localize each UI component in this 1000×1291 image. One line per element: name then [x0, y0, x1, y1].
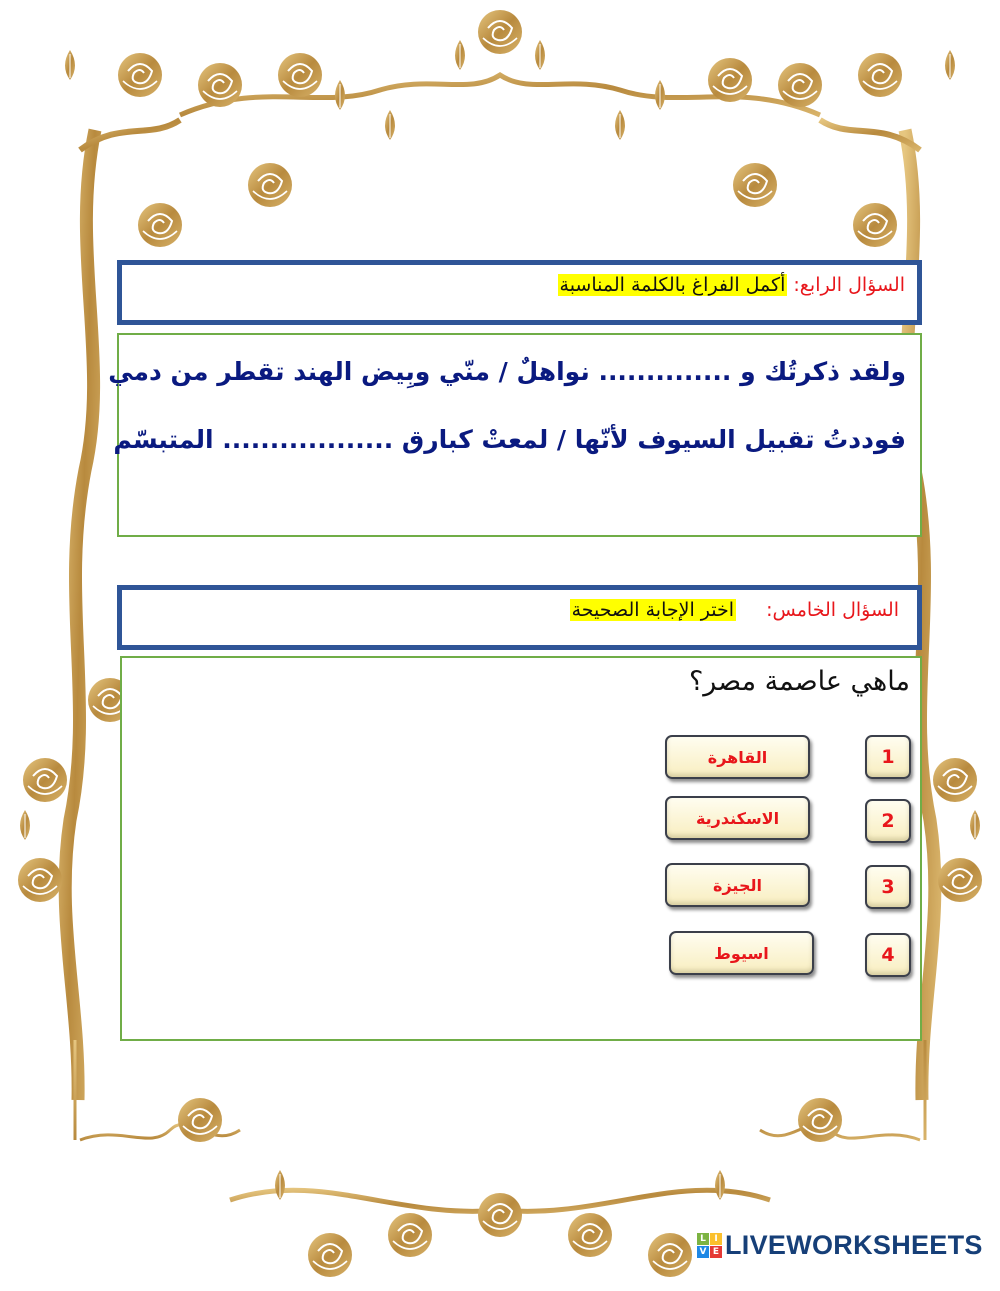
option-giza-button[interactable]: الجيزة [665, 863, 810, 907]
option-number-4[interactable]: 4 [865, 933, 911, 977]
live-tiles-icon: L I V E [697, 1233, 722, 1258]
question4-header [558, 274, 905, 296]
question5-instruction: اختر الإجابة الصحيحة [571, 599, 735, 621]
question4-label: السؤال الرابع: [793, 274, 905, 296]
question5-header-box [117, 585, 922, 650]
brand-name: LIVEWORKSHEETS [725, 1230, 983, 1260]
option-cairo-button[interactable]: القاهرة [665, 735, 810, 779]
option-number-3[interactable]: 3 [865, 865, 911, 909]
question4-content-box [108, 333, 922, 537]
verse-line-1[interactable]: ولقد ذكرتُك و .............. نواهلٌ / منّي وبِيض الهند تقطر من دمي [108, 357, 906, 386]
liveworksheets-logo[interactable] [697, 1230, 983, 1261]
question5-prompt: ماهي عاصمة مصر؟ [688, 666, 910, 697]
option-assiut-button[interactable]: اسيوط [669, 931, 814, 975]
question5-header [570, 599, 899, 621]
option-alexandria-button[interactable]: الاسكندرية [665, 796, 810, 840]
question5-content-box [120, 656, 922, 1041]
verse-line-2[interactable]: فوددتُ تقبيل السيوف لأنّها / لمعتْ كبارق .................. المتبسّم [113, 425, 906, 454]
option-number-1[interactable]: 1 [865, 735, 911, 779]
question4-instruction: أكمل الفراغ بالكلمة المناسبة [559, 274, 786, 296]
option-number-2[interactable]: 2 [865, 799, 911, 843]
question4-header-box [117, 260, 922, 325]
question5-label: السؤال الخامس: [766, 599, 899, 621]
